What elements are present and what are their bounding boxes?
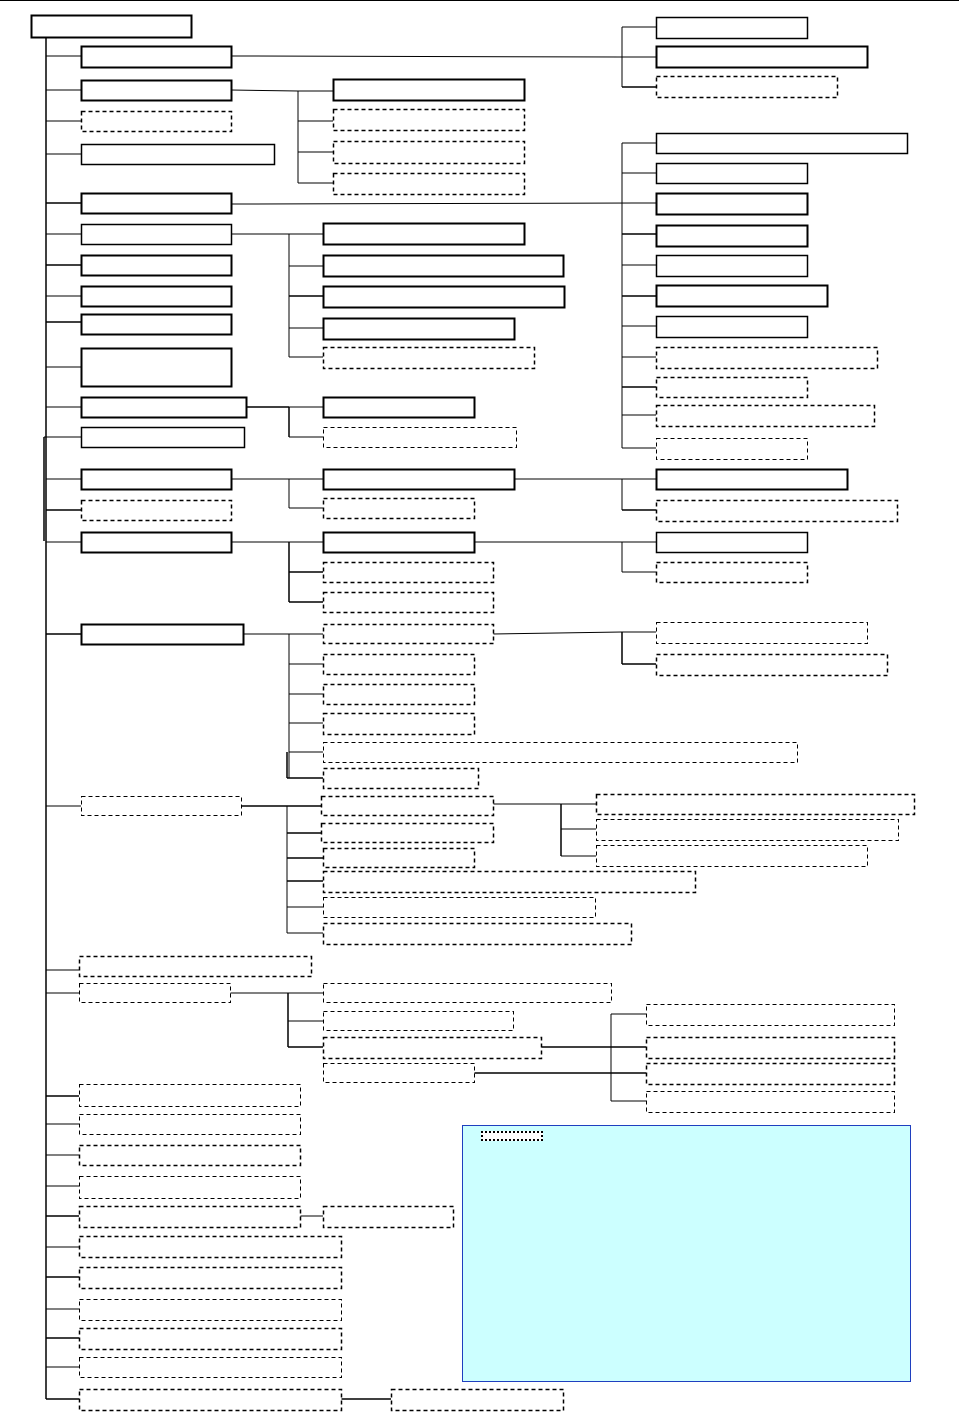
dashed-node-box	[324, 625, 494, 644]
dashed-node-box	[324, 1038, 542, 1059]
solid-node-box	[82, 47, 232, 68]
solid-node-box	[82, 349, 232, 387]
dashed-node-box	[324, 1012, 514, 1031]
solid-node-box	[32, 16, 192, 38]
dashed-node-box	[334, 142, 525, 164]
solid-node-box	[324, 533, 475, 553]
solid-node-box	[82, 225, 232, 245]
dashed-node-box	[324, 898, 596, 918]
dashed-node-box	[324, 924, 632, 945]
dashed-node-box	[324, 348, 535, 369]
dashed-node-box	[80, 1237, 342, 1258]
solid-node-box	[82, 287, 232, 307]
dashed-node-box	[324, 714, 475, 735]
legend-dotted-swatch	[481, 1131, 543, 1141]
dashed-node-box	[324, 499, 475, 519]
dashed-node-box	[392, 1390, 564, 1411]
dashed-node-box	[80, 1390, 342, 1411]
solid-node-box	[324, 224, 525, 245]
solid-node-box	[657, 470, 848, 490]
solid-node-box	[82, 428, 245, 448]
legend-box	[462, 1125, 911, 1382]
connector-line	[231, 203, 656, 204]
solid-node-box	[82, 625, 244, 645]
solid-node-box	[82, 145, 275, 165]
solid-node-box	[657, 194, 808, 215]
dashed-node-box	[80, 1268, 342, 1289]
dashed-node-box	[657, 77, 838, 98]
solid-node-box	[82, 315, 232, 335]
dashed-node-box	[324, 593, 494, 613]
dashed-node-box	[324, 685, 475, 705]
dashed-node-box	[80, 1358, 342, 1378]
solid-node-box	[657, 317, 808, 338]
dashed-node-box	[324, 769, 479, 789]
solid-node-box	[82, 194, 232, 214]
dashed-node-box	[657, 406, 875, 427]
solid-node-box	[82, 470, 232, 490]
dashed-node-box	[324, 872, 696, 893]
solid-node-box	[324, 256, 564, 277]
solid-node-box	[324, 287, 565, 308]
dashed-node-box	[657, 655, 888, 676]
dashed-node-box	[82, 501, 232, 521]
dashed-node-box	[82, 797, 242, 816]
dashed-node-box	[80, 1207, 301, 1228]
dashed-node-box	[82, 112, 232, 132]
dashed-node-box	[80, 1146, 301, 1166]
dashed-node-box	[324, 1207, 454, 1228]
dashed-node-box	[597, 795, 915, 815]
dashed-node-box	[657, 501, 898, 522]
solid-node-box	[657, 256, 808, 277]
dashed-node-box	[324, 984, 612, 1003]
dashed-node-box	[657, 348, 878, 369]
dashed-node-box	[597, 820, 899, 841]
solid-node-box	[657, 134, 908, 154]
dashed-node-box	[80, 1115, 301, 1135]
dashed-node-box	[324, 743, 798, 763]
solid-node-box	[657, 533, 808, 553]
solid-node-box	[82, 398, 247, 418]
dashed-node-box	[657, 439, 808, 460]
solid-node-box	[657, 47, 868, 68]
dashed-node-box	[597, 846, 868, 867]
dashed-node-box	[80, 1177, 301, 1199]
dashed-node-box	[80, 1329, 342, 1350]
solid-node-box	[657, 18, 808, 39]
dashed-node-box	[334, 174, 525, 195]
dashed-node-box	[324, 428, 517, 448]
dashed-node-box	[80, 957, 312, 977]
solid-node-box	[657, 226, 808, 247]
dashed-node-box	[80, 984, 231, 1003]
solid-node-box	[657, 286, 828, 307]
dashed-node-box	[657, 378, 808, 398]
dashed-node-box	[647, 1038, 895, 1059]
dashed-node-box	[80, 1300, 342, 1321]
solid-node-box	[657, 164, 808, 184]
dashed-node-box	[322, 797, 494, 816]
dashed-node-box	[647, 1064, 895, 1085]
dashed-node-box	[334, 110, 525, 131]
dashed-node-box	[657, 623, 868, 644]
solid-node-box	[82, 256, 232, 276]
dashed-node-box	[647, 1005, 895, 1026]
solid-node-box	[82, 81, 232, 101]
connector-line	[493, 632, 622, 634]
dashed-node-box	[647, 1092, 895, 1113]
dashed-node-box	[80, 1085, 301, 1107]
dashed-node-box	[324, 563, 494, 583]
solid-node-box	[324, 319, 515, 340]
dashed-node-box	[324, 655, 475, 675]
solid-node-box	[324, 398, 475, 418]
solid-node-box	[334, 80, 525, 101]
solid-node-box	[324, 470, 515, 490]
connector-line	[231, 56, 622, 57]
dashed-node-box	[322, 824, 494, 843]
dashed-node-box	[657, 563, 808, 583]
dashed-node-box	[324, 1064, 475, 1083]
dashed-node-box	[324, 849, 475, 868]
connector-line	[231, 90, 298, 91]
solid-node-box	[82, 533, 232, 553]
